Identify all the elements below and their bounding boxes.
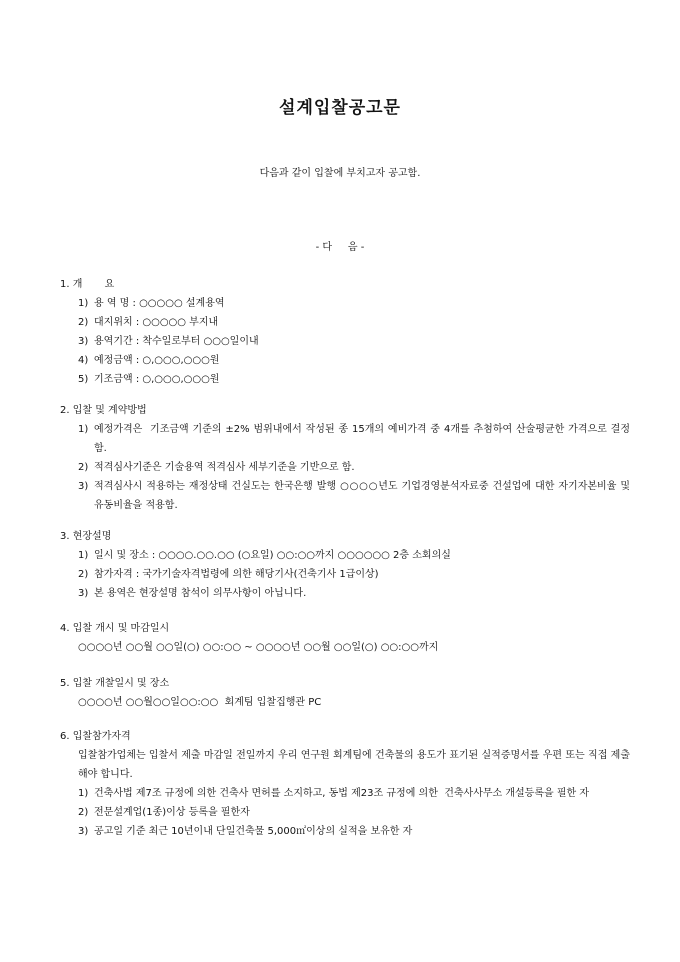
intro-text: 다음과 같이 입찰에 부치고자 공고함. (259, 168, 421, 179)
section-bid-period (60, 619, 630, 657)
item-number: 1) (78, 298, 89, 309)
item-number: 2) (78, 569, 89, 580)
section-opening (60, 674, 630, 712)
item-number: 2) (78, 807, 89, 818)
item-text: 용역기간 : 착수일로부터 ○○○일이내 (94, 336, 259, 347)
item-text: 대지위치 : ○○○○○ 부지내 (94, 317, 219, 328)
item-number: 3) (78, 481, 89, 492)
section-title: 4. 입찰 개시 및 마감일시 (60, 623, 170, 634)
item-number: 1) (78, 550, 89, 561)
list-item (60, 420, 630, 458)
item-text: 공고일 기준 최근 10년이내 단일건축물 5,000㎡이상의 실적을 보유한 자 (94, 826, 413, 837)
item-number: 3) (78, 826, 89, 837)
item-number: 3) (78, 336, 89, 347)
list-item (60, 584, 630, 603)
list-item (60, 313, 630, 332)
item-text: 기조금액 : ○,○○○,○○○원 (94, 374, 220, 385)
section-paragraph: ○○○○년 ○○월○○일○○:○○ 회계팀 입찰집행관 PC (78, 697, 322, 708)
list-item (60, 294, 630, 313)
list-item (60, 822, 630, 841)
item-text: 전문설계업(1종)이상 등록을 필한자 (94, 807, 250, 818)
item-number: 4) (78, 355, 89, 366)
section-bid-method (60, 401, 634, 515)
list-item (60, 803, 630, 822)
section-title: 6. 입찰참가자격 (60, 731, 131, 742)
item-number: 2) (78, 317, 89, 328)
list-item (60, 332, 630, 351)
list-item (60, 565, 630, 584)
item-text: 참가자격 : 국가기술자격법령에 의한 해당기사(건축기사 1급이상) (94, 569, 379, 580)
item-text: 예정가격은 기조금액 기준의 ±2% 범위내에서 작성된 종 15개의 예비가격 중 4개를 추첨하여 산술평균한 가격으로 결정함. (94, 424, 630, 454)
section-title: 1. 개 요 (60, 279, 115, 290)
list-item (60, 351, 630, 370)
item-text: 일시 및 장소 : ○○○○.○○.○○ (○요일) ○○:○○까지 ○○○○○○ 2층 소회의실 (94, 550, 451, 561)
list-item (60, 546, 630, 565)
list-item (60, 784, 630, 803)
section-title: 2. 입찰 및 계약방법 (60, 405, 147, 416)
item-text: 예정금액 : ○,○○○,○○○원 (94, 355, 220, 366)
item-text: 적격심사기준은 기술용역 적격심사 세부기준을 기반으로 함. (94, 462, 355, 473)
document-title: 설계입찰공고문 (279, 98, 401, 118)
item-text: 용 역 명 : ○○○○○ 설계용역 (94, 298, 225, 309)
item-text: 적격심사시 적용하는 재정상태 건실도는 한국은행 발행 ○○○○년도 기업경영분석자료중 건설업에 대한 자기자본비율 및 유동비율을 적용함. (94, 481, 634, 511)
item-number: 2) (78, 462, 89, 473)
list-item (60, 477, 634, 515)
item-number: 3) (78, 588, 89, 599)
item-number: 1) (78, 424, 89, 435)
list-item (60, 458, 630, 477)
section-title: 5. 입찰 개찰일시 및 장소 (60, 678, 170, 689)
list-item (60, 370, 630, 389)
item-text: 건축사법 제7조 규정에 의한 건축사 면허를 소지하고, 동법 제23조 규정에 의한 건축사사무소 개설등록을 필한 자 (94, 788, 589, 799)
item-text: 본 용역은 현장설명 참석이 의무사항이 아닙니다. (94, 588, 307, 599)
section-eligibility (60, 727, 630, 841)
section-site-briefing (60, 527, 630, 603)
section-paragraph: 입찰참가업체는 입찰서 제출 마감일 전일까지 우리 연구원 회계팀에 건축물의 용도가 표기된 실적증명서를 우편 또는 직접 제출해야 합니다. (78, 750, 630, 780)
item-number: 1) (78, 788, 89, 799)
section-paragraph: ○○○○년 ○○월 ○○일(○) ○○:○○ ~ ○○○○년 ○○월 ○○일(○) ○○:○○까지 (78, 642, 439, 653)
section-overview (60, 275, 630, 389)
section-title: 3. 현장설명 (60, 531, 112, 542)
item-number: 5) (78, 374, 89, 385)
content-heading: - 다 음 - (315, 242, 365, 253)
